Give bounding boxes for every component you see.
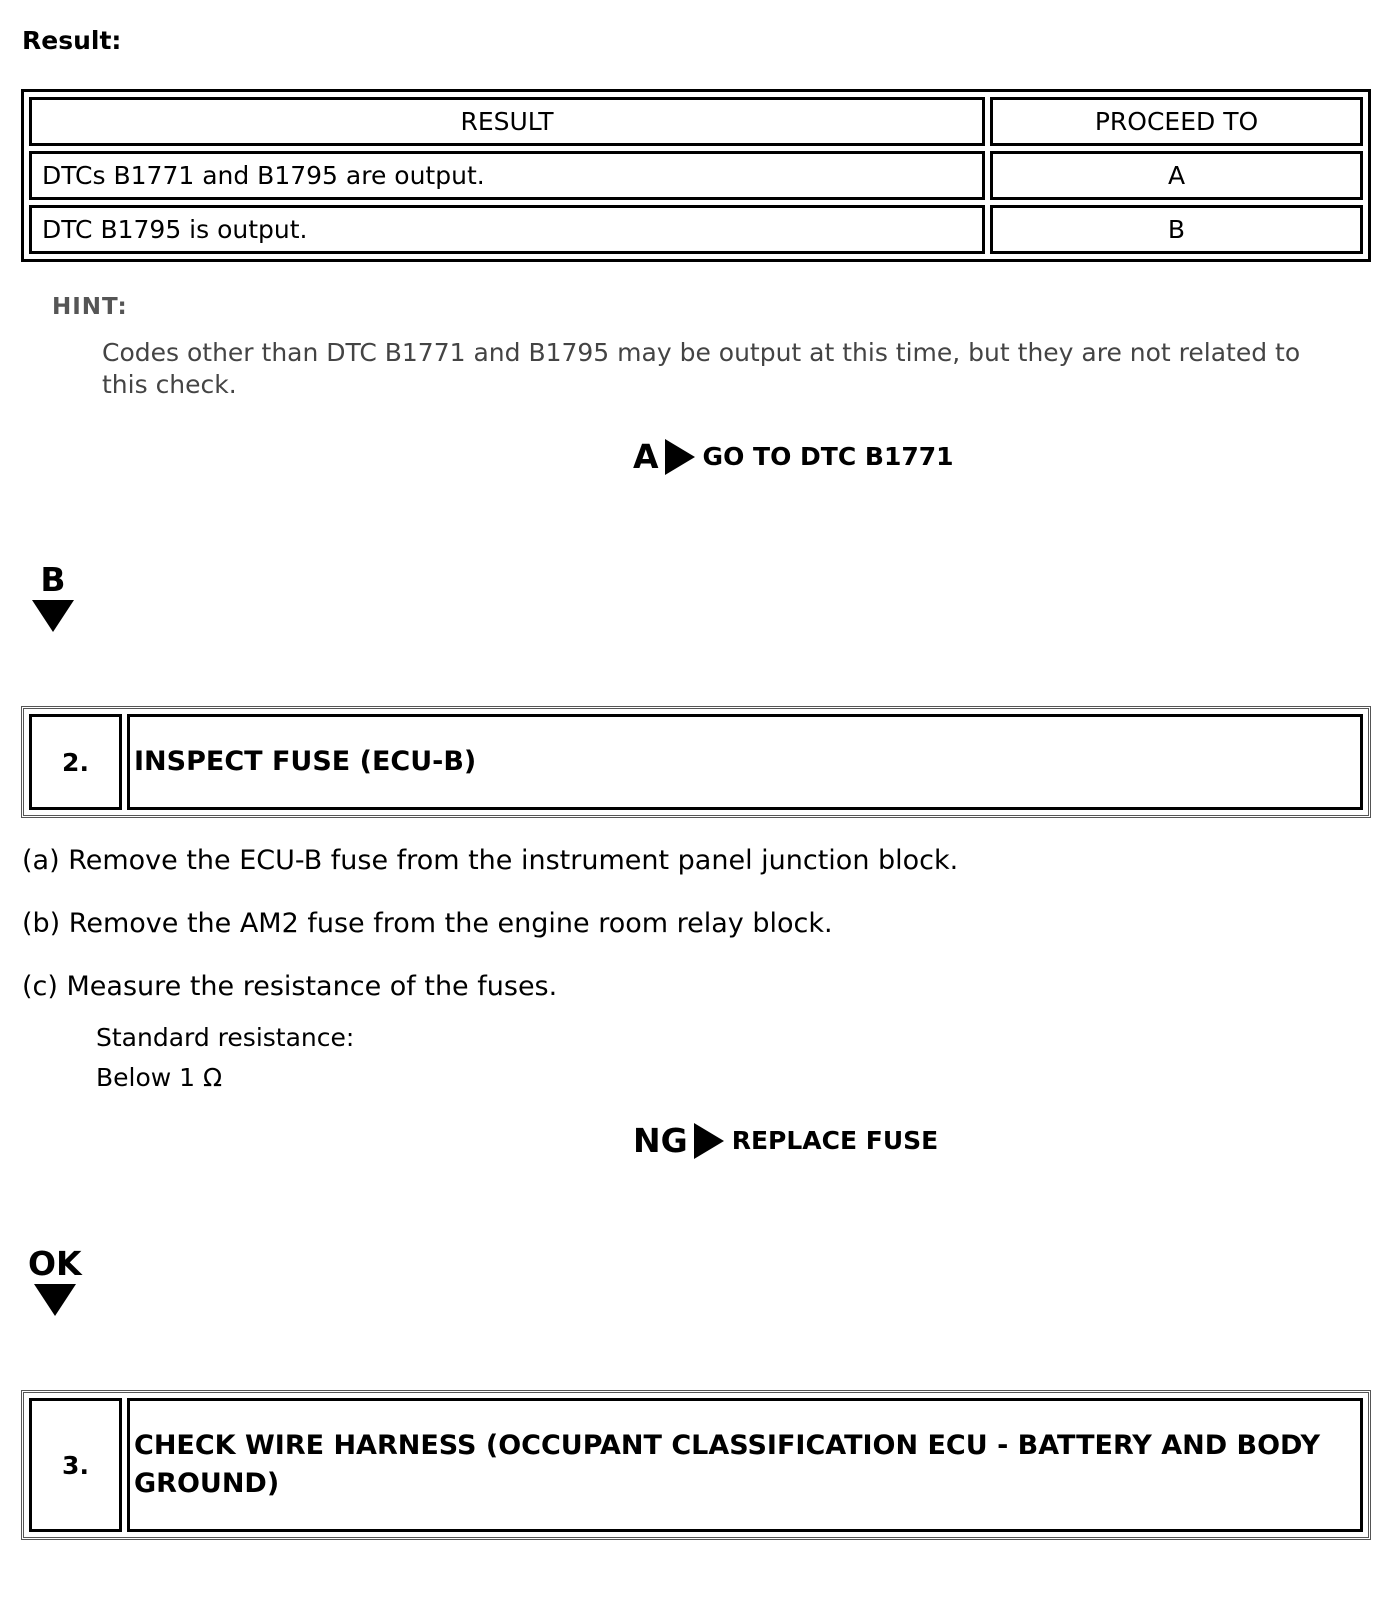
branch-ok-letter: OK	[28, 1244, 82, 1283]
substep-c: (c) Measure the resistance of the fuses.	[22, 971, 558, 1002]
jump-ng-letter: NG	[633, 1121, 688, 1160]
jump-ng-link[interactable]	[633, 1121, 938, 1160]
header-result: RESULT	[29, 97, 985, 146]
step-2-header	[21, 706, 1371, 818]
step-title: INSPECT FUSE (ECU-B)	[127, 714, 1363, 810]
spec-label: Standard resistance:	[96, 1023, 355, 1052]
step-number: 2.	[29, 714, 122, 810]
jump-a-letter: A	[633, 437, 659, 476]
jump-ng-destination: REPLACE FUSE	[731, 1126, 939, 1155]
step-title: CHECK WIRE HARNESS (OCCUPANT CLASSIFICATION ECU - BATTERY AND BODY GROUND)	[127, 1398, 1363, 1532]
jump-a-destination: GO TO DTC B1771	[702, 442, 954, 471]
hint-text: Codes other than DTC B1771 and B1795 may be output at this time, but they are not related to this check.	[102, 338, 1301, 399]
substep-a: (a) Remove the ECU-B fuse from the instrument panel junction block.	[22, 845, 959, 876]
result-cell: DTCs B1771 and B1795 are output.	[29, 151, 985, 200]
step-number: 3.	[29, 1398, 122, 1532]
proceed-cell: A	[990, 151, 1363, 200]
hint-label: HINT:	[52, 294, 128, 320]
arrow-right-icon	[665, 439, 695, 475]
substep-b: (b) Remove the AM2 fuse from the engine room relay block.	[22, 908, 833, 939]
jump-a-link[interactable]	[633, 437, 954, 476]
arrow-down-icon	[34, 1284, 76, 1316]
result-heading: Result:	[22, 26, 122, 55]
step-3-header	[21, 1390, 1371, 1540]
arrow-down-icon	[32, 600, 74, 632]
branch-ok	[28, 1246, 82, 1316]
proceed-cell: B	[990, 205, 1363, 254]
table-header-row	[29, 97, 1363, 146]
spec-value: Below 1 Ω	[96, 1063, 223, 1092]
branch-b	[32, 562, 74, 632]
table-row	[29, 205, 1363, 254]
result-table	[21, 89, 1371, 262]
arrow-right-icon	[694, 1123, 724, 1159]
branch-b-letter: B	[40, 560, 66, 599]
result-cell: DTC B1795 is output.	[29, 205, 985, 254]
header-proceed-to: PROCEED TO	[990, 97, 1363, 146]
table-row	[29, 151, 1363, 200]
